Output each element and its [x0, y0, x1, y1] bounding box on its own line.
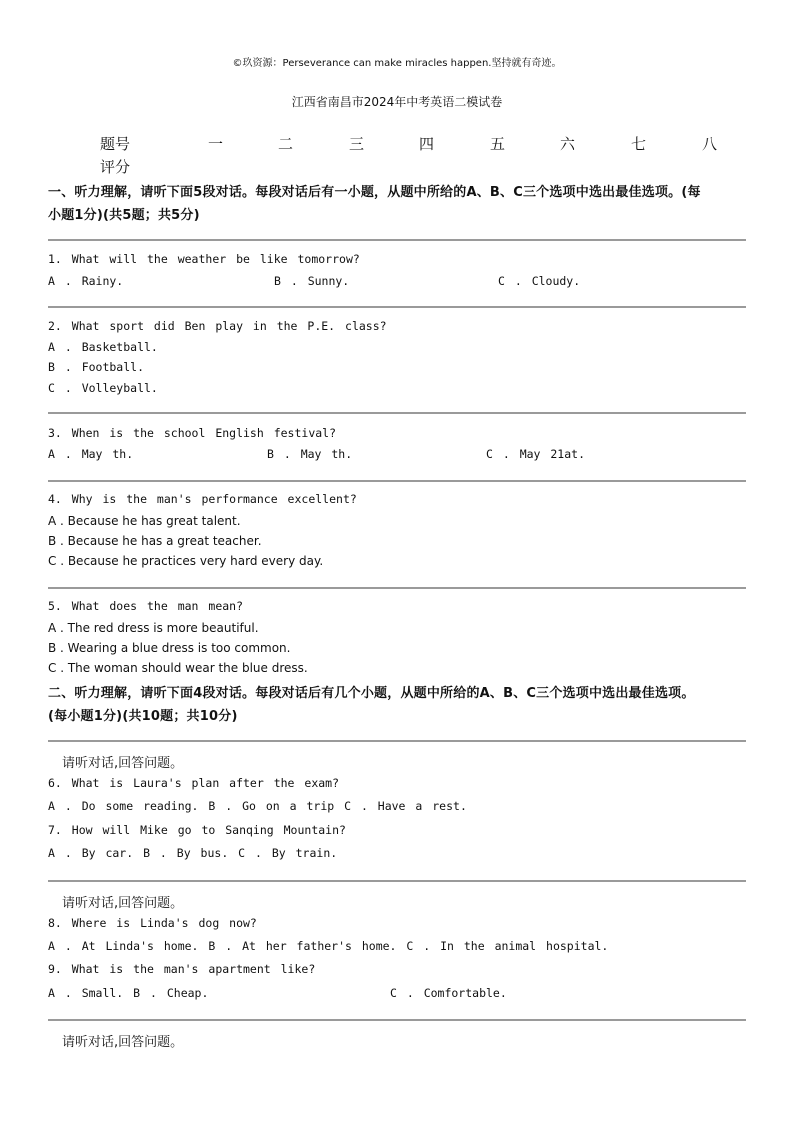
score-col-3: 三: [349, 135, 365, 153]
question-8-options: A . At Linda's home. B . At her father's home. C . In the animal hospital.: [48, 939, 609, 953]
question-2-option-a: A . Basketball.: [48, 340, 158, 354]
divider: [48, 1019, 746, 1021]
question-8-stem: 8. Where is Linda's dog now?: [48, 916, 257, 930]
score-col-8: 八: [702, 135, 718, 153]
question-7-stem: 7. How will Mike go to Sanqing Mountain?: [48, 823, 346, 837]
question-5-option-c: C . The woman should wear the blue dress.: [48, 661, 308, 675]
score-col-4: 四: [419, 135, 435, 153]
question-3-option-c: C . May 21at.: [486, 447, 586, 461]
score-col-5: 五: [490, 135, 506, 153]
score-col-6: 六: [560, 135, 576, 153]
divider: [48, 306, 746, 308]
section-1-heading-line1: 一、听力理解，请听下面5段对话。每段对话后有一小题，从题中所给的A、B、C三个选项中选出最佳选项。(每: [48, 185, 701, 200]
question-2-stem: 2. What sport did Ben play in the P.E. class?: [48, 319, 387, 333]
dialogue-intro: 请听对话,回答问题。: [62, 896, 184, 911]
question-5-option-a: A . The red dress is more beautiful.: [48, 621, 259, 635]
question-1-option-a: A . Rainy.: [48, 274, 124, 288]
question-3-option-b: B . May th.: [267, 447, 353, 461]
score-col-1: 一: [208, 135, 224, 153]
question-6-options: A . Do some reading. B . Go on a trip C . Have a rest.: [48, 799, 467, 813]
score-table-row-label: 评分: [100, 158, 131, 176]
question-9-options-ab: A . Small. B . Cheap.: [48, 986, 209, 1000]
divider: [48, 480, 746, 482]
score-col-7: 七: [631, 135, 647, 153]
question-4-option-b: B . Because he has a great teacher.: [48, 534, 262, 548]
divider: [48, 412, 746, 414]
question-5-stem: 5. What does the man mean?: [48, 599, 244, 613]
section-2-heading-line2: (每小题1分)(共10题；共10分): [48, 709, 238, 724]
question-3-stem: 3. When is the school English festival?: [48, 426, 337, 440]
question-2-option-c: C . Volleyball.: [48, 381, 158, 395]
divider: [48, 587, 746, 589]
question-2-option-b: B . Football.: [48, 360, 145, 374]
question-1-stem: 1. What will the weather be like tomorrow?: [48, 252, 360, 266]
question-4-option-a: A . Because he has great talent.: [48, 514, 241, 528]
score-table-col-label: 题号: [100, 135, 131, 153]
question-1-option-b: B . Sunny.: [274, 274, 350, 288]
score-col-2: 二: [278, 135, 294, 153]
question-9-stem: 9. What is the man's apartment like?: [48, 962, 316, 976]
exam-title: 江西省南昌市2024年中考英语二模试卷: [291, 95, 503, 109]
question-1-option-c: C . Cloudy.: [498, 274, 581, 288]
section-2-heading-line1: 二、听力理解，请听下面4段对话。每段对话后有几个小题，从题中所给的A、B、C三个选项中选出最佳选项。: [48, 686, 695, 701]
dialogue-intro: 请听对话,回答问题。: [62, 756, 184, 771]
divider: [48, 880, 746, 882]
question-3-option-a: A . May th.: [48, 447, 134, 461]
question-6-stem: 6. What is Laura's plan after the exam?: [48, 776, 340, 790]
question-5-option-b: B . Wearing a blue dress is too common.: [48, 641, 291, 655]
motto-line: ©玖资源：Perseverance can make miracles happen.坚持就有奇迹。: [232, 58, 562, 69]
question-7-options: A . By car. B . By bus. C . By train.: [48, 846, 338, 860]
divider: [48, 740, 746, 742]
dialogue-intro: 请听对话,回答问题。: [62, 1035, 184, 1050]
divider: [48, 239, 746, 241]
question-4-option-c: C . Because he practices very hard every day.: [48, 554, 324, 568]
question-4-stem: 4. Why is the man's performance excellent?: [48, 492, 357, 506]
question-9-option-c: C . Comfortable.: [390, 986, 507, 1000]
section-1-heading-line2: 小题1分)(共5题；共5分): [48, 208, 200, 223]
